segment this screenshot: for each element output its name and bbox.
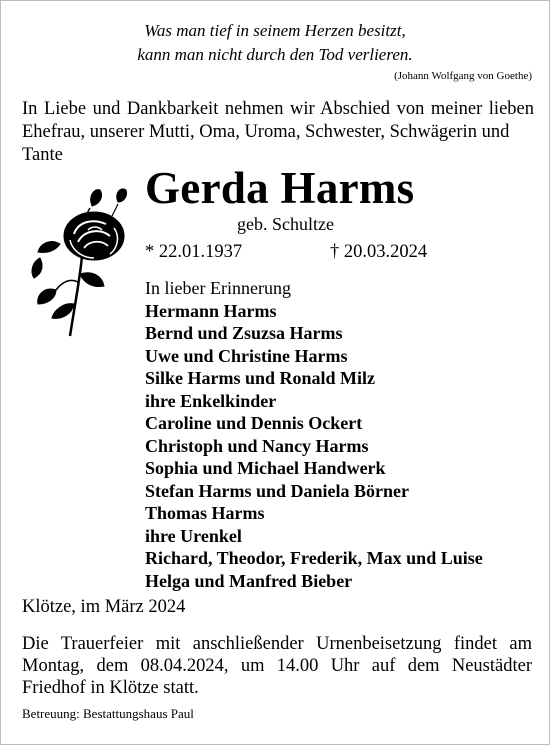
- birth-date: * 22.01.1937: [145, 242, 243, 262]
- intro-line-1: In Liebe und Dankbarkeit nehmen wir Abschied von meiner lieben: [22, 99, 534, 119]
- mourner-line: Helga und Manfred Bieber: [145, 570, 353, 591]
- rose-icon: [30, 178, 130, 338]
- service-line-3: Friedhof in Klötze statt.: [22, 678, 199, 698]
- birth-name: geb. Schultze: [237, 214, 334, 234]
- quote-line-1: Was man tief in seinem Herzen besitzt,: [144, 21, 406, 40]
- mourner-line: Stefan Harms und Daniela Börner: [145, 480, 410, 501]
- mourner-line: Bernd und Zsuzsa Harms: [145, 323, 343, 343]
- place-and-date: Klötze, im März 2024: [22, 597, 186, 617]
- mourner-line: ihre Enkelkinder: [145, 390, 277, 411]
- mourner-line: Christoph und Nancy Harms: [145, 435, 369, 456]
- quote-attribution: (Johann Wolfgang von Goethe): [394, 70, 532, 82]
- quote-line-2: kann man nicht durch den Tod verlieren.: [137, 45, 413, 64]
- deceased-name: Gerda Harms: [145, 163, 415, 213]
- mourner-line: Hermann Harms: [145, 300, 277, 321]
- intro-line-3: Tante: [22, 145, 63, 165]
- mourner-line: Sophia und Michael Handwerk: [145, 458, 386, 478]
- service-line-2: Montag, dem 08.04.2024, um 14.00 Uhr auf dem Neustädter: [22, 656, 532, 676]
- mourner-line: Silke Harms und Ronald Milz: [145, 368, 376, 388]
- mourner-line: In lieber Erinnerung: [145, 278, 291, 298]
- mourner-line: Richard, Theodor, Frederik, Max und Luise: [145, 548, 483, 568]
- death-date: † 20.03.2024: [330, 242, 428, 262]
- mourner-line: Caroline und Dennis Ockert: [145, 413, 363, 433]
- mourners-list: [145, 277, 483, 592]
- mourner-line: Thomas Harms: [145, 503, 265, 523]
- intro-line-2: Ehefrau, unserer Mutti, Oma, Uroma, Schwester, Schwägerin und: [22, 122, 510, 142]
- mourner-line: ihre Urenkel: [145, 525, 242, 546]
- mourner-line: Uwe und Christine Harms: [145, 345, 348, 366]
- service-line-1: Die Trauerfeier mit anschließender Urnenbeisetzung findet am: [22, 634, 532, 654]
- undertaker-credit: Betreuung: Bestattungshaus Paul: [22, 706, 194, 721]
